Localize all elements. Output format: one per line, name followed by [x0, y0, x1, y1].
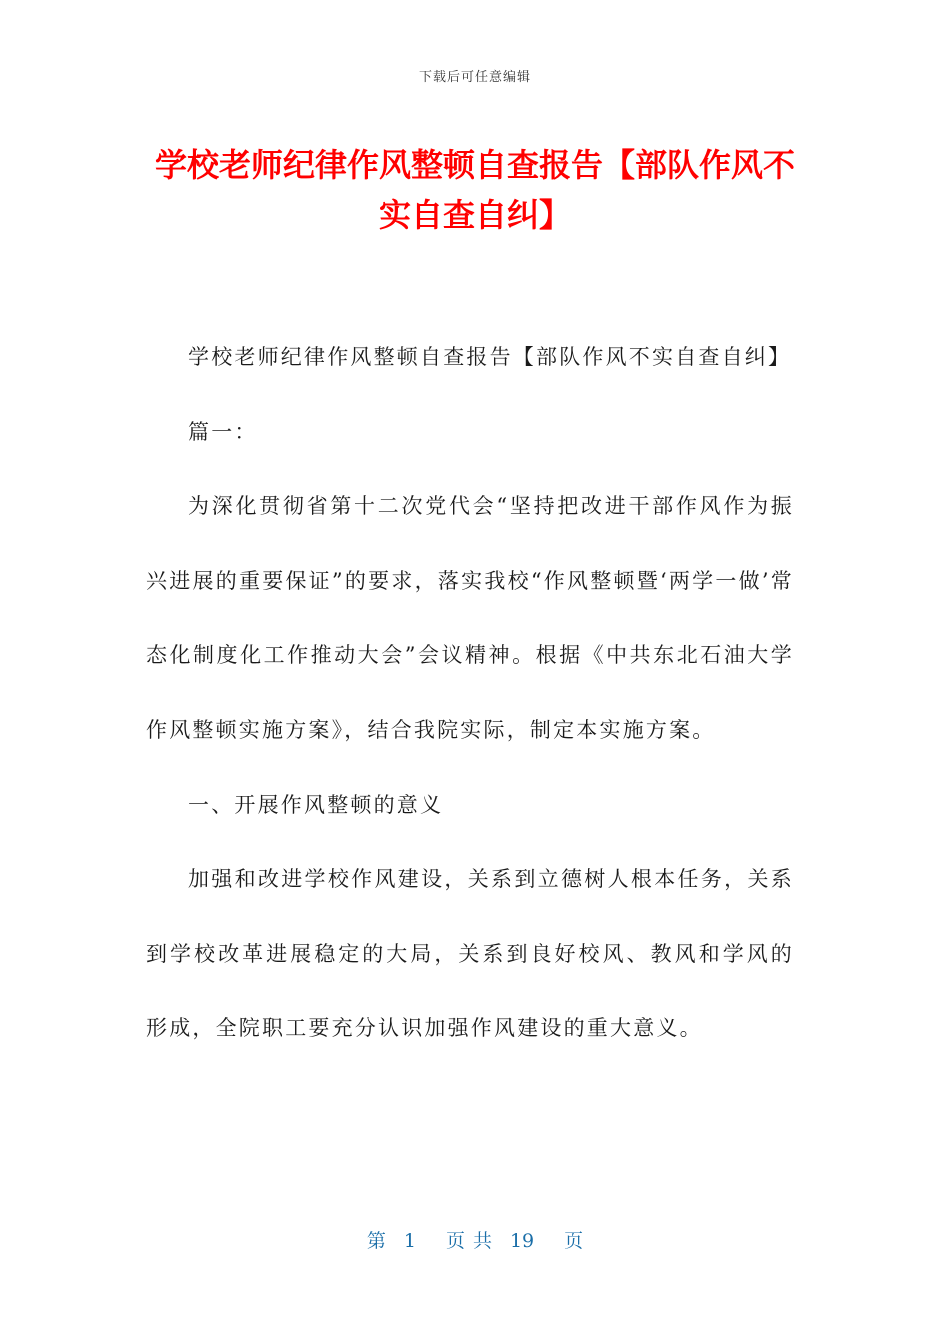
paragraph: 篇一： — [188, 419, 258, 444]
paragraph: 为深化贯彻省第十二次党代会“坚持把改进干部作风作为振兴进展的重要保证”的要求，落实我校“作风整顿暨‘两学一做’常态化制度化工作推动大会”会议精神。根据《中共东北石油大学作风整顿实施方案》，结合我院实际，制定本实施方案。 — [146, 494, 794, 742]
footer-page-suffix: 页 — [445, 1230, 465, 1252]
section-heading: 一、开展作风整顿的意义 — [188, 792, 444, 817]
footer-current-page: 1 — [403, 1230, 416, 1252]
page-footer — [0, 1226, 950, 1253]
footer-total-pages: 19 — [509, 1230, 535, 1252]
document-body — [146, 320, 794, 1066]
paragraph: 加强和改进学校作风建设，关系到立德树人根本任务，关系到学校改革进展稳定的大局，关系到良好校风、教风和学风的形成，全院职工要充分认识加强作风建设的重大意义。 — [146, 867, 794, 1041]
header-note: 下载后可任意编辑 — [418, 70, 531, 85]
footer-total-suffix: 页 — [564, 1230, 584, 1252]
document-title: 学校老师纪律作风整顿自查报告【部队作风不实自查自纠】 — [154, 146, 795, 234]
footer-page-prefix: 第 — [366, 1230, 386, 1252]
footer-total-prefix: 共 — [472, 1230, 492, 1252]
paragraph: 学校老师纪律作风整顿自查报告【部队作风不实自查自纠】 — [188, 345, 792, 369]
